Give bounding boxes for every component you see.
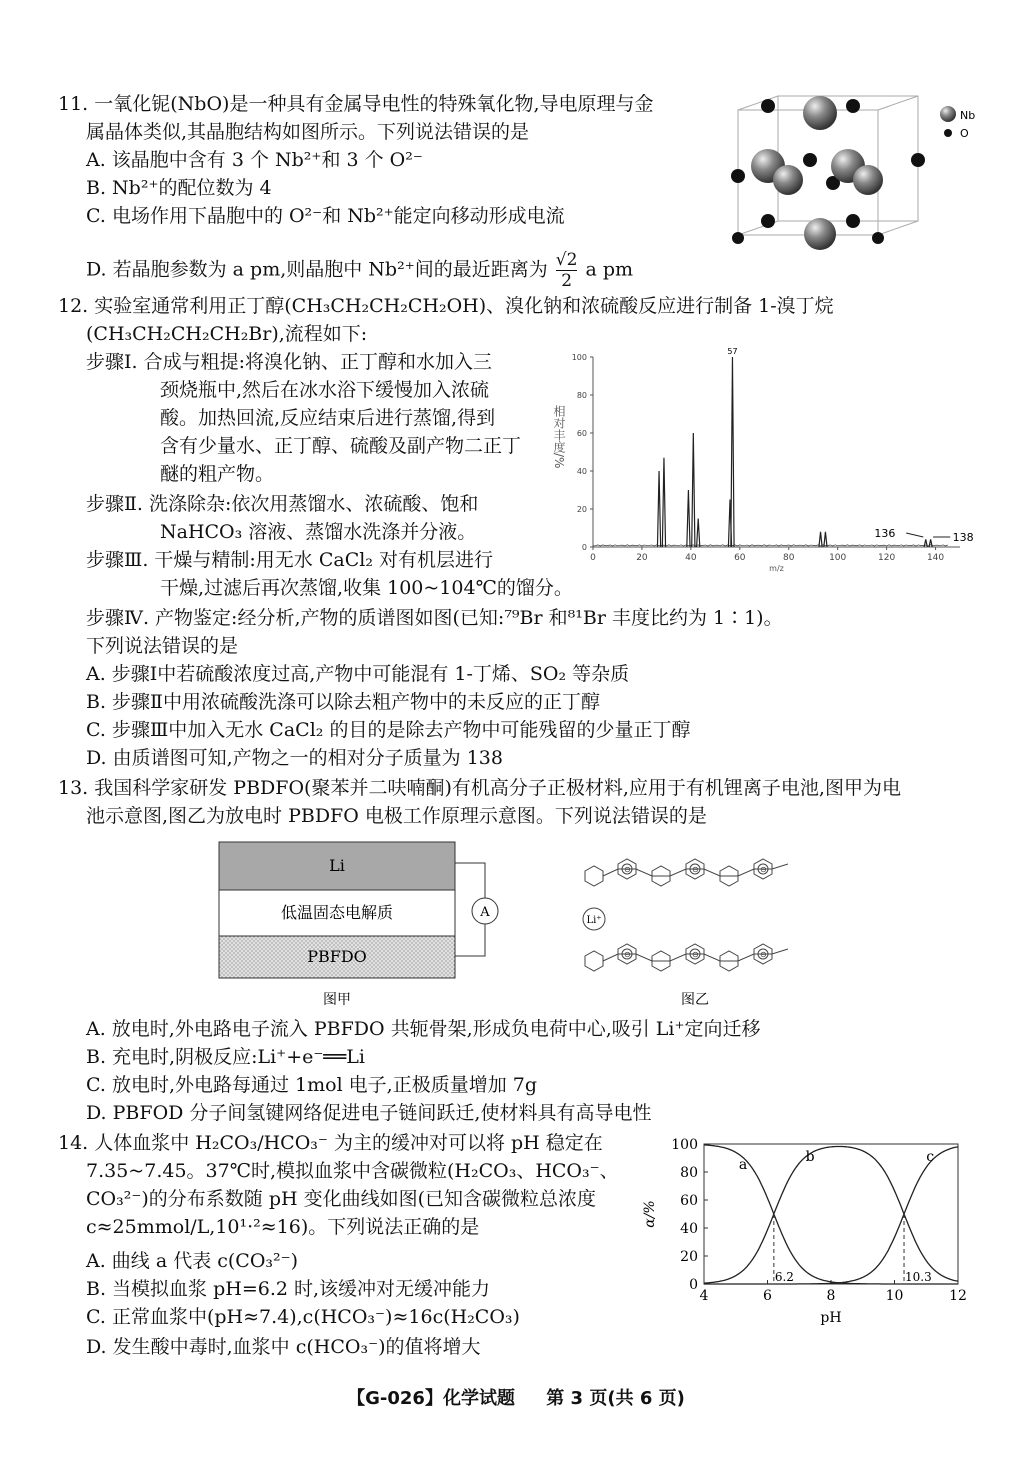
q12-step2-line2: NaHCO₃ 溶液、蒸馏水洗涤并分液。 (160, 521, 477, 543)
electrolyte-label: 低温固态电解质 (280, 903, 394, 922)
ms-y-tick-label: 0 (581, 543, 587, 552)
li-ion-label: Li⁺ (586, 915, 602, 926)
q12-step1-line1: 步骤Ⅰ. 合成与粗提:将溴化钠、正丁醇和水加入三 (86, 351, 492, 373)
mass-spectrum-chart (545, 345, 985, 573)
q14-option-a: A. 曲线 a 代表 c(CO₃²⁻) (86, 1250, 299, 1272)
ms-label-136: 136 (874, 527, 896, 540)
ms-y-tick-label: 60 (576, 429, 587, 438)
ms-peak (692, 433, 695, 547)
charge-minus-3: ⊖ (760, 865, 767, 874)
dist-y-tick-label: 20 (680, 1249, 698, 1265)
q12-step4: 步骤Ⅳ. 产物鉴定:经分析,产物的质谱图如图(已知:⁷⁹Br 和⁸¹Br 丰度比约为 1∶1)。 (86, 607, 783, 629)
ammeter-label: A (480, 905, 490, 920)
legend-nb-label: Nb (960, 109, 976, 122)
q11-fraction-denominator: 2 (561, 271, 573, 291)
q11-option-b: B. Nb²⁺的配位数为 4 (86, 177, 272, 199)
q11-option-d (86, 250, 633, 291)
q12-option-a: A. 步骤Ⅰ中若硫酸浓度过高,产物中可能混有 1-丁烯、SO₂ 等杂质 (86, 663, 630, 685)
q12-step3-line1: 步骤Ⅲ. 干燥与精制:用无水 CaCl₂ 对有机层进行 (86, 549, 493, 571)
ms-peak (819, 532, 822, 547)
q14-stem-1: 14. 人体血浆中 H₂CO₃/HCO₃⁻ 为主的缓冲对可以将 pH 稳定在 (58, 1132, 603, 1154)
q11-fraction (556, 250, 578, 291)
dist-x-tick-label: 6 (763, 1288, 772, 1304)
ms-peak (824, 532, 827, 547)
q12-step2-line1: 步骤Ⅱ. 洗涤除杂:依次用蒸馏水、浓硫酸、饱和 (86, 493, 479, 515)
q13-option-a: A. 放电时,外电路电子流入 PBFDO 共轭骨架,形成负电荷中心,吸引 Li⁺定向迁移 (86, 1018, 761, 1040)
q11-stem-2: 属晶体类似,其晶胞结构如图所示。下列说法错误的是 (86, 121, 530, 143)
q13-option-c: C. 放电时,外电路每通过 1mol 电子,正极质量增加 7g (86, 1074, 538, 1096)
polymer-chain-top (585, 859, 788, 886)
q14-option-b: B. 当模拟血浆 pH=6.2 时,该缓冲对无缓冲能力 (86, 1278, 491, 1300)
figure-b-caption: 图乙 (681, 992, 709, 1008)
dist-y-tick-label: 40 (680, 1221, 698, 1237)
ms-peak (929, 539, 932, 547)
dist-y-axis-label: α/% (642, 1200, 658, 1228)
ms-x-tick-label: 60 (734, 553, 746, 563)
dist-annotation-6-2: 6.2 (774, 1270, 794, 1284)
q11-option-c: C. 电场作用下晶胞中的 O²⁻和 Nb²⁺能定向移动形成电流 (86, 205, 565, 227)
dist-y-tick-label: 60 (680, 1193, 698, 1209)
battery-diagram (215, 838, 515, 1013)
q14-stem-2: 7.35~7.45。37℃时,模拟血浆中含碳微粒(H₂CO₃、HCO₃⁻、 (86, 1160, 619, 1182)
li-label: Li (329, 856, 345, 875)
pbfdo-polymer-diagram (570, 836, 820, 1016)
ms-peak (687, 490, 690, 547)
q11-option-d-prefix: D. 若晶胞参数为 a pm,则晶胞中 Nb²⁺间的最近距离为 (86, 258, 548, 281)
q13-option-b: B. 充电时,阴极反应:Li⁺+e⁻══Li (86, 1046, 365, 1068)
ms-x-tick-label: 80 (783, 553, 795, 563)
dist-y-tick-label: 0 (689, 1277, 698, 1293)
polymer-chain-bottom (585, 944, 788, 971)
q12-step3-line2: 干燥,过滤后再次蒸馏,收集 100~104℃的馏分。 (160, 577, 573, 599)
q12-step1-line4: 含有少量水、正丁醇、硫酸及副产物二正丁 (160, 435, 522, 457)
page-footer: 【G-026】化学试题 第 3 页(共 6 页) (347, 1388, 685, 1409)
legend-nb-icon (940, 106, 956, 122)
ms-y-axis-label: 相对丰度/% (552, 405, 566, 469)
dist-y-tick-label: 100 (671, 1137, 698, 1153)
q14-option-d: D. 发生酸中毒时,血浆中 c(HCO₃⁻)的值将增大 (86, 1336, 481, 1358)
ms-y-tick-label: 40 (576, 467, 587, 476)
ms-baseline (593, 545, 948, 546)
dist-x-tick-label: 10 (885, 1288, 904, 1304)
wire-bottom (455, 924, 485, 956)
dist-series-label-c: c (926, 1148, 935, 1165)
dist-x-tick-label: 12 (949, 1288, 967, 1304)
q13-stem-2: 池示意图,图乙为放电时 PBDFO 电极工作原理示意图。下列说法错误的是 (86, 805, 707, 827)
q11-option-d-suffix: a pm (585, 258, 634, 281)
q12-option-c: C. 步骤Ⅲ中加入无水 CaCl₂ 的目的是除去产物中可能残留的少量正丁醇 (86, 719, 691, 741)
q12-stem-1: 12. 实验室通常利用正丁醇(CH₃CH₂CH₂CH₂OH)、溴化钠和浓硫酸反应进行制备 1-溴丁烷 (58, 295, 834, 317)
legend-o-label: O (960, 127, 969, 140)
wire-top (455, 863, 485, 898)
ms-x-tick-label: 40 (685, 553, 697, 563)
q11-option-a: A. 该晶胞中含有 3 个 Nb²⁺和 3 个 O²⁻ (86, 149, 423, 171)
dist-x-tick-label: 4 (699, 1288, 709, 1304)
ms-y-tick-label: 80 (576, 391, 587, 400)
q14-stem-4: c≈25mmol/L,10¹·²≈16)。下列说法正确的是 (86, 1216, 480, 1238)
dist-annotation-10-3: 10.3 (905, 1270, 932, 1284)
ms-y-tick-label: 20 (576, 505, 587, 514)
q12-step1-line5: 醚的粗产物。 (160, 463, 275, 485)
ms-x-axis-label: m/z (769, 564, 784, 573)
nbo-unit-cell-figure (720, 88, 980, 248)
ms-x-tick-label: 100 (829, 553, 847, 563)
q12-option-d: D. 由质谱图可知,产物之一的相对分子质量为 138 (86, 747, 503, 769)
ms-x-tick-label: 120 (878, 553, 896, 563)
dist-x-axis-label: pH (820, 1310, 842, 1326)
ms-label-138: 138 (952, 531, 974, 544)
q14-stem-3: CO₃²⁻)的分布系数随 pH 变化曲线如图(已知含碳微粒总浓度 (86, 1188, 597, 1210)
charge-minus-1: ⊖ (624, 865, 631, 874)
ms-x-tick-label: 20 (636, 553, 648, 563)
dist-series-label-a: a (738, 1157, 748, 1174)
q12-option-b: B. 步骤Ⅱ中用浓硫酸洗涤可以除去粗产物中的未反应的正丁醇 (86, 691, 600, 713)
ms-x-tick-label: 140 (926, 553, 945, 563)
ms-peak (924, 539, 927, 547)
dist-x-tick-label: 8 (826, 1288, 836, 1304)
q12-step1-line2: 颈烧瓶中,然后在冰水浴下缓慢加入浓硫 (160, 379, 490, 401)
q14-option-c: C. 正常血浆中(pH≈7.4),c(HCO₃⁻)≈16c(H₂CO₃) (86, 1306, 520, 1328)
dist-series-label-b: b (805, 1148, 815, 1165)
figure-a-caption: 图甲 (323, 992, 351, 1008)
q12-step1-line3: 酸。加热回流,反应结束后进行蒸馏,得到 (160, 407, 496, 429)
charge-minus-5: ⊖ (692, 950, 699, 959)
ms-x-tick-label: 0 (590, 553, 596, 563)
q12-stem-2: (CH₃CH₂CH₂CH₂Br),流程如下: (86, 323, 368, 345)
ms-peak (657, 471, 660, 547)
distribution-chart (640, 1130, 980, 1330)
ms-peak (662, 458, 665, 547)
charge-minus-6: ⊖ (760, 950, 767, 959)
charge-minus-2: ⊖ (692, 865, 699, 874)
ms-peak (697, 519, 700, 548)
q13-option-d: D. PBFOD 分子间氢键网络促进电子链间跃迁,使材料具有高导电性 (86, 1102, 652, 1124)
q12-ask: 下列说法错误的是 (86, 635, 239, 657)
charge-minus-4: ⊖ (624, 950, 631, 959)
ms-peak-label-57: 57 (727, 347, 738, 356)
ms-peak (731, 357, 734, 547)
q11-stem-1: 11. 一氧化铌(NbO)是一种具有金属导电性的特殊氧化物,导电原理与金 (58, 93, 654, 115)
dist-y-tick-label: 80 (680, 1165, 698, 1181)
q11-fraction-numerator: √2 (555, 250, 578, 270)
ms-arrow-136 (906, 533, 923, 537)
ms-y-tick-label: 100 (571, 353, 587, 362)
legend-o-icon (944, 129, 952, 137)
q13-stem-1: 13. 我国科学家研发 PBDFO(聚苯并二呋喃酮)有机高分子正极材料,应用于有机锂离子电池,图甲为电 (58, 777, 901, 799)
pbfdo-label: PBFDO (307, 947, 367, 966)
